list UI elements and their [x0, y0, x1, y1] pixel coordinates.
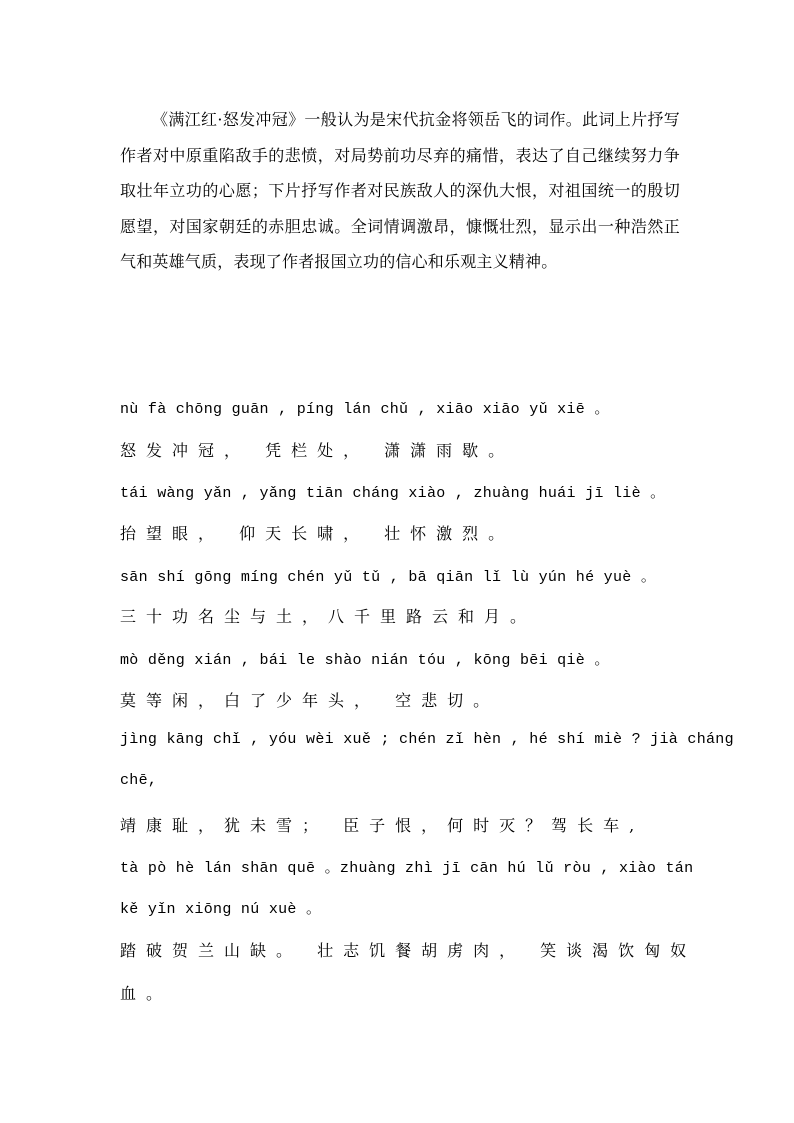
pinyin-line-4: mò děng xián , bái le shào nián tóu , kōng bēi qiè 。 — [120, 652, 610, 669]
poem-line-4: 莫等闲，白了少年头， 空悲切。 — [120, 691, 500, 710]
pinyin-line-6-cont: kě yǐn xiōng nú xuè 。 — [120, 901, 322, 918]
pinyin-line-2: tái wàng yǎn , yǎng tiān cháng xiào , zhuàng huái jī liè 。 — [120, 485, 666, 502]
intro-paragraph: 《满江红·怒发冲冠》一般认为是宋代抗金将领岳飞的词作。此词上片抒写作者对中原重陷敌手的悲愤，对局势前功尽弃的痛惜，表达了自己继续努力争取壮年立功的心愿；下片抒写作者对民族敌人的深仇大恨，对祖国统一的殷切愿望，对国家朝廷的赤胆忠诚。全词情调激昂，慷慨壮烈，显示出一种浩然正气和英雄气质，表现了作者报国立功的信心和乐观主义精神。 — [120, 110, 680, 272]
pinyin-line-3: sān shí gōng míng chén yǔ tǔ , bā qiān lǐ lù yún hé yuè 。 — [120, 569, 657, 586]
pinyin-line-1: nù fà chōng guān , píng lán chǔ , xiāo xiāo yǔ xiē 。 — [120, 401, 610, 418]
poem-line-6: 踏破贺兰山缺。 壮志饥餐胡虏肉， 笑谈渴饮匈奴 — [120, 941, 697, 960]
pinyin-line-6: tà pò hè lán shān quē 。zhuàng zhì jī cān hú lǔ ròu , xiào tán — [120, 860, 694, 877]
pinyin-line-5-cont: chē, — [120, 772, 158, 789]
poem-line-6-cont: 血。 — [120, 984, 173, 1003]
poem-line-5: 靖康耻，犹未雪； 臣子恨，何时灭？驾长车, — [120, 816, 645, 835]
pinyin-line-5: jìng kāng chǐ , yóu wèi xuě ; chén zǐ hèn , hé shí miè ? jià cháng — [120, 731, 734, 748]
poem-line-3: 三十功名尘与土，八千里路云和月。 — [120, 607, 537, 626]
poem-line-1: 怒发冲冠， 凭栏处， 潇潇雨歇。 — [120, 441, 515, 460]
poem-line-2: 抬望眼， 仰天长啸， 壮怀激烈。 — [120, 524, 515, 543]
